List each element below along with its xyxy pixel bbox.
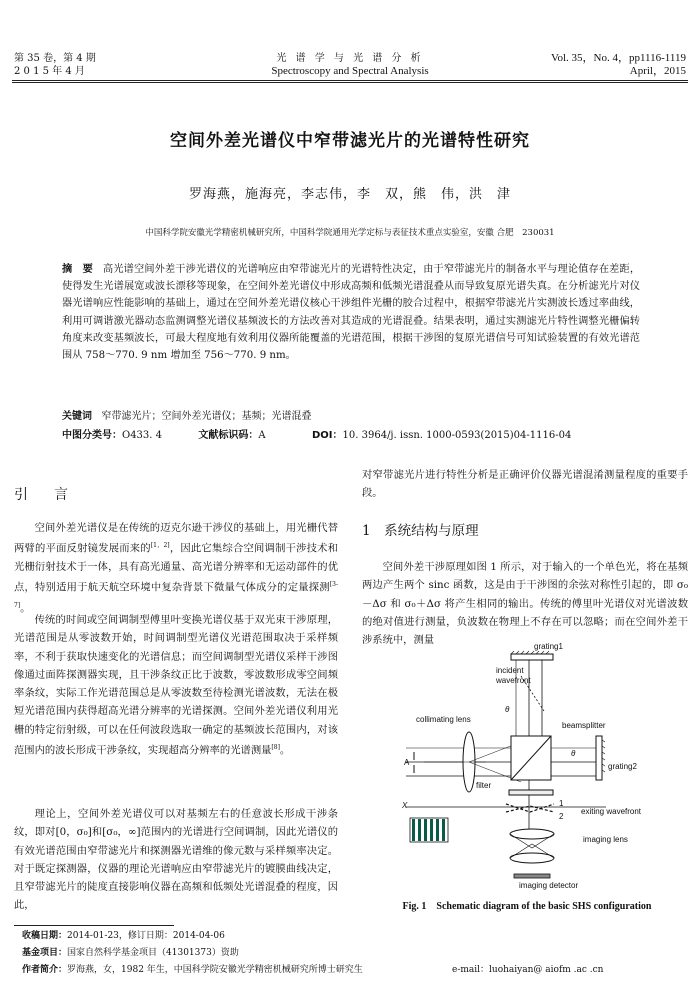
volume-cn: 第 35 卷，第 4 期 bbox=[14, 53, 96, 64]
doi-label: DOI： bbox=[312, 430, 343, 441]
wavefront-1-label: 1 bbox=[559, 799, 564, 808]
footnote-received bbox=[22, 929, 225, 943]
imaging-lens-2-icon bbox=[510, 853, 554, 863]
section-1-heading: 1 系统结构与原理 bbox=[362, 523, 479, 539]
theta-label-top: θ bbox=[505, 705, 510, 714]
authors: 罗海燕，施海亮，李志伟，李 双，熊 伟，洪 津 bbox=[188, 187, 511, 202]
fund-label: 基金项目： bbox=[22, 948, 68, 958]
imaging-lens-label: imaging lens bbox=[583, 835, 628, 844]
doc-code-value: A bbox=[258, 430, 266, 441]
footnote-bio bbox=[22, 963, 682, 977]
citation-2: [3-7] bbox=[14, 581, 338, 610]
wavefront-label: wavefront bbox=[496, 676, 531, 685]
date-en: April，2015 bbox=[629, 65, 686, 77]
grating1-label: grating1 bbox=[534, 642, 563, 651]
citation-1: [1，2] bbox=[150, 542, 170, 550]
intro-paragraph-1 bbox=[14, 519, 338, 618]
clc-value: O433. 4 bbox=[122, 430, 163, 441]
grating1-icon bbox=[511, 651, 553, 660]
paper-title: 空间外差光谱仪中窄带滤光片的光谱特性研究 bbox=[170, 131, 530, 151]
intro-paragraph-3: 理论上，空间外差光谱仪可以对基频左右的任意波长形成干涉条纹，即对[0，σ₀]和[σ₀，∞]范围内的光谱进行空间调制，因此光谱仪的有效光谱范围由窄带滤光片和探测器光谱维的像元数与采样频率决定。对于既定探测器，仪器的理论光谱响应由窄带滤光片的镀膜曲线决定，且窄带滤光片的陡度直接影响仪器在高频和低频处光谱混叠的程度，因此， bbox=[14, 808, 338, 912]
intro-p2-text-b: 。 bbox=[279, 744, 291, 757]
doi-value: 10. 3964/j. issn. 1000-0593(2015)04-1116-04 bbox=[342, 430, 572, 441]
abstract bbox=[62, 261, 640, 364]
received-value: 2014-01-23，修订日期：2014-04-06 bbox=[67, 931, 225, 941]
theta-label-right: θ bbox=[571, 749, 576, 758]
exiting-wavefront-label: exiting wavefront bbox=[581, 807, 642, 816]
imaging-detector-label: imaging detector bbox=[519, 881, 579, 890]
author-email: e-mail：luohaiyan@ aiofm .ac .cn bbox=[452, 965, 604, 975]
intro-p1-text: 空间外差光谱仪是在传统的迈克尔逊干涉仪的基础上，用光栅代替两臂的平面反射镜发展而来的 bbox=[14, 522, 338, 555]
doc-code-label: 文献标识码： bbox=[198, 430, 259, 441]
date-cn: 2 0 1 5 年 4 月 bbox=[14, 66, 85, 77]
incident-label: incident bbox=[496, 666, 524, 675]
bio-label: 作者简介： bbox=[22, 965, 68, 975]
aperture-label: A bbox=[404, 758, 410, 767]
received-label: 收稿日期： bbox=[22, 931, 68, 941]
affiliation: 中国科学院安徽光学精密机械研究所，中国科学院通用光学定标与表征技术重点实验室，安徽 合肥 230031 bbox=[145, 228, 555, 238]
intro-paragraph-2 bbox=[14, 611, 338, 760]
clc-label: 中图分类号： bbox=[62, 430, 122, 441]
filter-icon bbox=[509, 790, 553, 795]
citation-3: [8] bbox=[271, 744, 280, 752]
intro-p2-text: 传统的时间或空间调制型傅里叶变换光谱仪基于双光束干涉原理，光谱范围是从零波数开始，时间调制型光谱仪光谱范围取决于采样频率，不利于获取快速变化的光谱信息；而空间调制型光谱仪采样干涉图像通过面阵探测器实现，且干涉条纹正比于波数，零波数形成零空间频率条纹，实际工作光谱范围总是从零波数至待检测光谱波数，无法在极短光谱范围内获得超高光谱分辨率的光谱探测。空间外差光谱仪利用光栅的特定衍射级，可以在任何波段选取一确定的基频波长范围内，对该范围内的波长形成干涉条纹，实现超高分辨率的光谱测量 bbox=[14, 614, 338, 757]
intro-paragraph-4: 对窄带滤光片进行特性分析是正确评价仪器光谱混淆测量程度的重要手段。 bbox=[362, 469, 688, 500]
classification-row bbox=[62, 429, 571, 443]
abstract-text: 高光谱空间外差干涉光谱仪的光谱响应由窄带滤光片的光谱特性决定，由于窄带滤光片的制备水平与理论值存在差距，使得发生光谱展宽或波长漂移等现象，在空间外差光谱仪中形成高频和低频光谱混叠从而导致复原光谱失真。在分析滤光片对仪器光谱响应性能影响的基础上，通过在空间外差光谱仪核心干涉组件光栅的胶合过程中，根据窄带滤光片实测波长透过率曲线，利用可调谐激光器动态监测调整光谱仪基频波长的方法改善对其造成的光谱混叠。结果表明，通过实测滤光片特性调整光栅偏转角度来改变基频波长，可最大程度地有效利用仪器所能覆盖的光谱范围，根据干涉图的复原光谱信号可知试验装置的有效光谱范围从 758～770. 9 nm 增加至 756～770. 9 nm。 bbox=[62, 264, 641, 362]
keywords-label: 关键词 bbox=[62, 411, 92, 422]
x-axis-label: X bbox=[402, 801, 408, 810]
filter-label: filter bbox=[476, 781, 492, 790]
figure-caption: Fig. 1 Schematic diagram of the basic SHS configuration bbox=[402, 901, 652, 912]
shs-schematic-figure bbox=[366, 636, 688, 894]
footnote-rule bbox=[14, 925, 174, 926]
intro-heading: 引 言 bbox=[14, 487, 74, 503]
abstract-label: 摘 要 bbox=[62, 264, 93, 275]
collimating-lens-label: collimating lens bbox=[416, 715, 471, 724]
grating2-label: grating2 bbox=[608, 762, 637, 771]
section-1-paragraph-1: 空间外差干涉原理如图 1 所示，对于输入的一个单色光，将在基频两边产生两个 sinc 函数，这是由于干涉图的余弦对称性引起的，即 σ₀－Δσ 和 σ₀＋Δσ 将产生相同的输出。传统的傅里叶光谱仪对光谱波数的绝对值进行测量，负波数在物理上不存在可以忽略；而在空间外差干涉系统中，测量 bbox=[362, 561, 688, 647]
fringe-pattern-icon bbox=[410, 818, 448, 842]
footnote-fund bbox=[22, 946, 239, 960]
header-rule bbox=[12, 80, 688, 81]
fund-value: 国家自然科学基金项目（41301373）资助 bbox=[67, 948, 239, 958]
header-rule-2 bbox=[12, 82, 688, 83]
keywords bbox=[62, 410, 312, 424]
beamsplitter-label: beamsplitter bbox=[562, 721, 606, 730]
grating2-icon bbox=[596, 736, 605, 780]
intro-p1-text-c: 。 bbox=[20, 602, 31, 615]
imaging-lens-1-icon bbox=[510, 829, 554, 839]
imaging-detector-icon bbox=[514, 874, 550, 878]
bio-value: 罗海燕，女，1982 年生，中国科学院安徽光学精密机械研究所博士研究生 bbox=[67, 965, 363, 975]
intro-p1-text-b: ，因此它集综合空间调制干涉技术和光栅衍射技术于一体，具有高光通量、高光谱分辨率和无运动部件的优点，特别适用于航天航空环境中复杂背景下微量气体成分的定量探测 bbox=[14, 542, 339, 594]
volume-en: Vol. 35，No. 4，pp1116-1119 bbox=[550, 52, 686, 64]
journal-title-cn: 光 谱 学 与 光 谱 分 析 bbox=[276, 53, 424, 64]
journal-title-en: Spectroscopy and Spectral Analysis bbox=[271, 65, 429, 77]
keywords-text: 窄带滤光片；空间外差光谱仪；基频；光谱混叠 bbox=[101, 411, 312, 422]
wavefront-2-label: 2 bbox=[559, 812, 564, 821]
